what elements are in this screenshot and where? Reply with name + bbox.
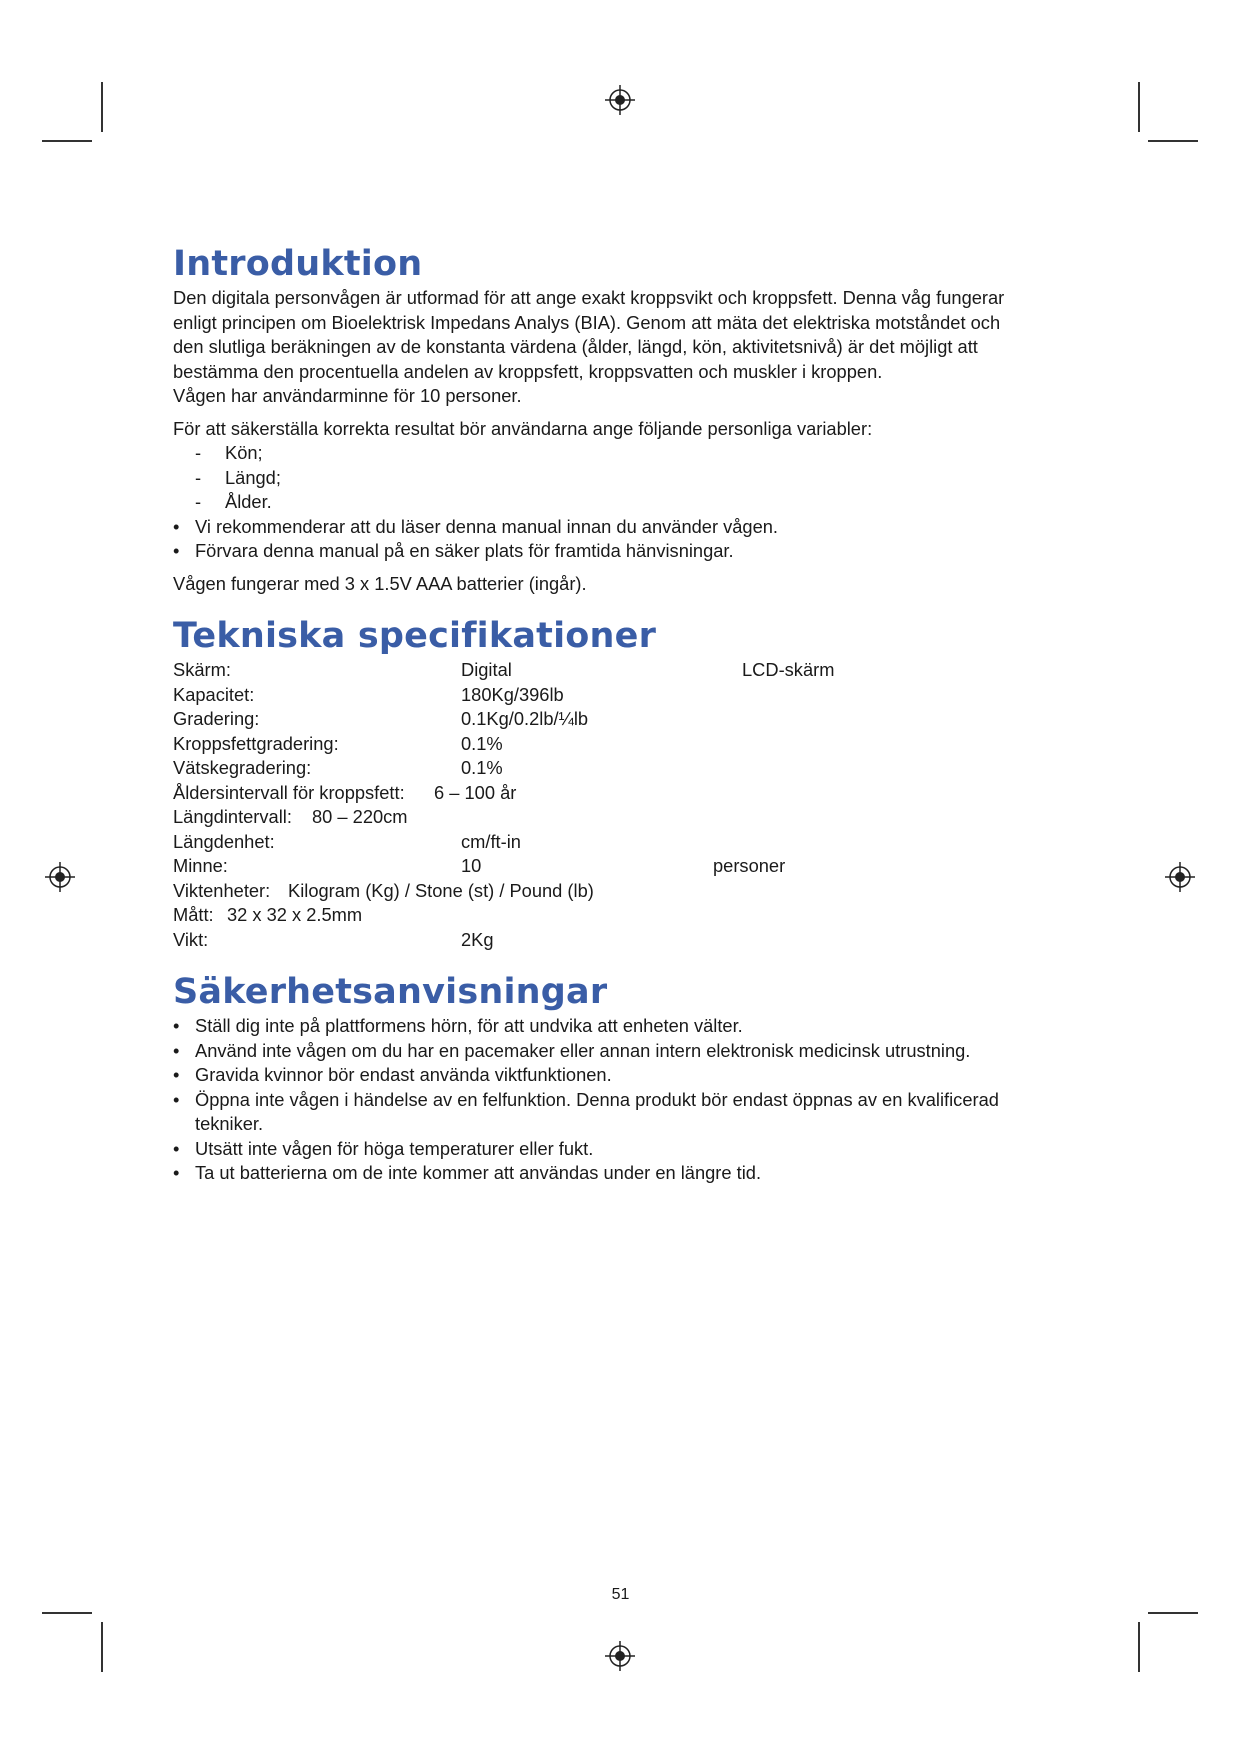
spec-extra: personer: [713, 855, 786, 876]
list-item: - Kön;: [173, 441, 1083, 466]
spec-value: 0.1%: [461, 732, 503, 754]
crop-mark-bottom-right-h: [1148, 1612, 1198, 1614]
battery-note: Vågen fungerar med 3 x 1.5V AAA batterier (ingår).: [173, 572, 587, 594]
spec-row: [173, 756, 1083, 781]
specs-section: [173, 614, 1083, 952]
intro-line: den slutliga beräkningen av de konstanta värdena (ålder, längd, kön, aktivitetsnivå) är det möjligt att: [173, 336, 978, 357]
spec-row: [173, 658, 1083, 683]
spec-label: Vätskegradering:: [173, 757, 312, 778]
spec-extra: LCD-skärm: [742, 659, 835, 680]
registration-mark-icon: [44, 861, 76, 893]
spec-value: 0.1Kg/0.2lb/¼lb: [461, 708, 589, 729]
spec-row: [173, 781, 1083, 806]
spec-label: Gradering:: [173, 708, 260, 729]
intro-heading: Introduktion: [173, 244, 423, 284]
crop-mark-bottom-left-v: [101, 1622, 103, 1672]
bullet-icon: •: [173, 1137, 180, 1159]
spec-row: [173, 928, 1083, 953]
intro-bullets: [173, 515, 1083, 564]
list-item: • Gravida kvinnor bör endast använda viktfunktionen.: [173, 1063, 1083, 1088]
spec-label: Längdintervall:: [173, 806, 292, 827]
spec-value: 2Kg: [461, 928, 494, 950]
list-item: • Öppna inte vågen i händelse av en felfunktion. Denna produkt bör endast öppnas av en kvalificerad: [173, 1088, 1083, 1113]
intro-section: [173, 242, 1083, 596]
list-item: - Ålder.: [173, 490, 1083, 515]
spec-value: Kilogram (Kg) / Stone (st) / Pound (lb): [288, 879, 594, 901]
safety-section: [173, 970, 1083, 1186]
list-item-continuation: tekniker.: [195, 1113, 264, 1134]
spec-value: 80 – 220cm: [312, 806, 408, 827]
spec-value: 0.1%: [461, 757, 503, 778]
bullet-icon: •: [173, 1039, 180, 1061]
bullet-icon: •: [173, 1064, 180, 1085]
registration-mark-icon: [604, 84, 636, 116]
bullet-icon: •: [173, 1162, 180, 1183]
list-item: • Förvara denna manual på en säker plats för framtida hänvisningar.: [173, 539, 1083, 564]
spec-value: 10: [461, 855, 482, 876]
bullet-icon: •: [173, 1088, 180, 1110]
list-item: • Vi rekommenderar att du läser denna manual innan du använder vågen.: [173, 515, 1083, 540]
spec-label: Åldersintervall för kroppsfett:: [173, 781, 405, 803]
crop-mark-top-right-v: [1138, 82, 1140, 132]
list-item: • Använd inte vågen om du har en pacemaker eller annan intern elektronisk medicinsk utrustning.: [173, 1039, 1083, 1064]
bullet-icon: •: [173, 515, 180, 537]
list-item: • Utsätt inte vågen för höga temperaturer eller fukt.: [173, 1137, 1083, 1162]
spec-value: cm/ft-in: [461, 830, 521, 852]
dash-symbol: -: [195, 466, 202, 488]
spec-label: Kroppsfettgradering:: [173, 732, 339, 754]
spec-label: Längdenhet:: [173, 830, 275, 852]
safety-bullets: [173, 1014, 1083, 1186]
spec-row: [173, 683, 1083, 708]
spec-value: 6 – 100 år: [434, 781, 517, 803]
page-content: [173, 242, 1083, 1186]
spec-label: Skärm:: [173, 659, 231, 680]
intro-line: Vågen har användarminne för 10 personer.: [173, 385, 522, 406]
spec-row: [173, 707, 1083, 732]
spec-label: Vikt:: [173, 928, 209, 950]
spec-label: Viktenheter:: [173, 879, 271, 901]
spec-row: [173, 854, 1083, 879]
list-item: • Ta ut batterierna om de inte kommer att användas under en längre tid.: [173, 1161, 1083, 1186]
crop-mark-top-left-v: [101, 82, 103, 132]
spec-row: [173, 903, 1083, 928]
intro-line: bestämma den procentuella andelen av kroppsfett, kroppsvatten och muskler i kroppen.: [173, 360, 883, 382]
list-item: - Längd;: [173, 466, 1083, 491]
spec-label: Kapacitet:: [173, 683, 255, 705]
safety-heading: Säkerhetsanvisningar: [173, 972, 608, 1012]
specs-heading: Tekniska specifikationer: [173, 616, 657, 656]
list-item: • Ställ dig inte på plattformens hörn, för att undvika att enheten välter.: [173, 1014, 1083, 1039]
crop-mark-bottom-left-h: [42, 1612, 92, 1614]
spec-value: Digital: [461, 659, 512, 680]
intro-line: enligt principen om Bioelektrisk Impedans Analys (BIA). Genom att mäta det elektriska motståndet och: [173, 311, 1001, 333]
variables-list: [173, 441, 1083, 515]
dash-symbol: -: [195, 491, 202, 512]
spec-label: Mått:: [173, 904, 214, 925]
intro-line: Den digitala personvågen är utformad för att ange exakt kroppsvikt och kroppsfett. Denna våg fungerar: [173, 287, 1005, 308]
spec-row: [173, 830, 1083, 855]
bullet-icon: •: [173, 1015, 180, 1036]
page-number: 51: [611, 1586, 630, 1603]
spec-value: 180Kg/396lb: [461, 683, 564, 705]
crop-mark-top-left-h: [42, 140, 92, 142]
registration-mark-icon: [1164, 861, 1196, 893]
dash-symbol: -: [195, 442, 202, 463]
bullet-icon: •: [173, 540, 180, 561]
spec-value: 32 x 32 x 2.5mm: [227, 904, 363, 925]
spec-row: [173, 805, 1083, 830]
spec-row: [173, 879, 1083, 904]
crop-mark-top-right-h: [1148, 140, 1198, 142]
specs-table: [173, 658, 1083, 952]
spec-row: [173, 732, 1083, 757]
crop-mark-bottom-right-v: [1138, 1622, 1140, 1672]
registration-mark-icon: [604, 1640, 636, 1672]
variables-intro: För att säkerställa korrekta resultat bör användarna ange följande personliga variabler:: [173, 417, 873, 439]
spec-label: Minne:: [173, 855, 228, 876]
